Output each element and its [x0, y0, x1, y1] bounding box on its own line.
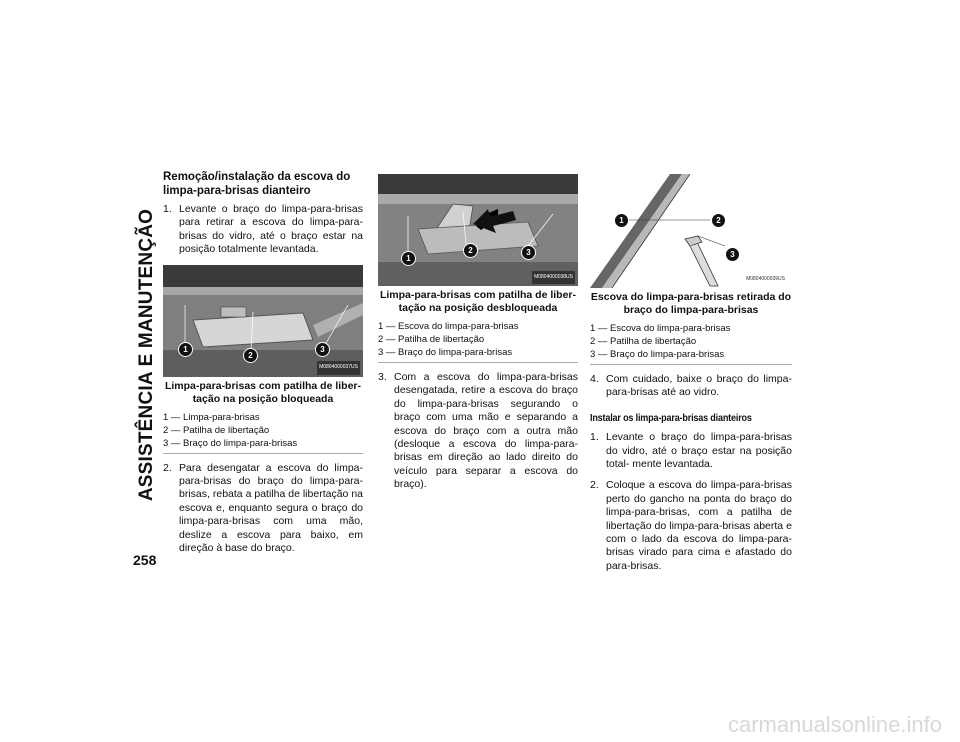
step-text: Levante o braço do limpa-para-brisas do vidro, até o braço estar na posição total- mente levantada.	[606, 431, 792, 471]
figure-wiper-unlocked	[378, 174, 578, 286]
figure-code: M0804000039US	[744, 273, 787, 286]
step-text: Coloque a escova do limpa-para-brisas perto do gancho na ponta do braço do limpa-para-brisas, com a patilha de libertação do limpa-para-brisas aberta e com o lado da escova do limpa-para-brisas virado para cima e afastado do para-brisas.	[606, 479, 792, 572]
figure-caption: Limpa-para-brisas com patilha de liber- tação na posição desbloqueada	[379, 289, 577, 314]
callout-2: 2	[463, 243, 478, 258]
legend-item: 2 — Patilha de libertação	[590, 336, 697, 347]
column-3	[590, 174, 792, 581]
step-item	[378, 371, 578, 492]
legend-item: 1 — Escova do limpa-para-brisas	[590, 323, 731, 334]
figure-code: M0804000038US	[532, 271, 575, 284]
step-text: Com a escova do limpa-para-brisas desengatada, retire a escova do braço do limpa-para-brisas segurando o braço com uma mão e separando a escova do braço com a outra mão (desloque a escova do limpa-para-brisas em direção ao lado direito do veículo para separar a escova do braço).	[394, 371, 578, 491]
step-number: 2.	[590, 479, 599, 492]
step-number: 4.	[590, 373, 599, 385]
callout-1: 1	[178, 342, 193, 357]
column-2	[378, 174, 578, 500]
figure-caption: Escova do limpa-para-brisas retirada do braço do limpa-para-brisas	[590, 291, 792, 316]
step-item	[163, 203, 363, 257]
section-side-tab-label: ASSISTÊNCIA E MANUTENÇÃO	[136, 208, 157, 502]
callout-3: 3	[315, 342, 330, 357]
figure-code: M0804000037US	[317, 361, 360, 374]
legend-item: 3 — Braço do limpa-para-brisas	[590, 349, 725, 360]
legend-item: 3 — Braço do limpa-para-brisas	[378, 347, 513, 358]
legend-item: 3 — Braço do limpa-para-brisas	[163, 437, 298, 449]
legend-item: 1 — Escova do limpa-para-brisas	[378, 321, 519, 332]
step-item	[590, 479, 792, 573]
figure-legend	[590, 322, 792, 365]
step-item	[590, 431, 792, 471]
page-number: 258	[133, 552, 157, 568]
wiper-removed-illustration	[590, 174, 790, 288]
figure-legend	[163, 411, 363, 454]
figure-legend	[378, 320, 578, 363]
wiper-locked-illustration	[163, 265, 363, 377]
callout-2: 2	[711, 213, 726, 228]
callout-3: 3	[725, 247, 740, 262]
step-text: Para desengatar a escova do limpa-para-brisas do braço do limpa-para-brisas, rebata a patilha de libertação na escova e, enquanto segura o braço do limpa-para-brisas com uma mão, deslize a escova para baixo, em direção à base do braço.	[179, 461, 363, 555]
legend-item: 2 — Patilha de libertação	[378, 334, 485, 345]
subsection-heading: Instalar os limpa-para-brisas dianteiros	[590, 411, 752, 424]
step-number: 2.	[163, 461, 172, 474]
step-number: 1.	[163, 203, 172, 215]
figure-wiper-locked	[163, 265, 363, 377]
step-text: Levante o braço do limpa-para-brisas para retirar a escova do limpa-para-brisas do vidro, até o braço estar na posição totalmente levantada.	[179, 203, 363, 256]
step-number: 1.	[590, 431, 599, 444]
legend-item: 2 — Patilha de libertação	[163, 424, 270, 436]
section-heading: Remoção/instalação da escova do limpa-para-brisas dianteiro	[163, 171, 351, 197]
step-item	[163, 462, 363, 556]
watermark: carmanualsonline.info	[727, 712, 942, 737]
callout-1: 1	[614, 213, 629, 228]
section-side-tab	[132, 170, 162, 540]
step-number: 3.	[378, 371, 387, 383]
figure-caption: Limpa-para-brisas com patilha de liber- tação na posição bloqueada	[164, 379, 362, 405]
wiper-unlocked-illustration	[378, 174, 578, 286]
figure-wiper-removed	[590, 174, 790, 288]
callout-1: 1	[401, 251, 416, 266]
legend-item: 1 — Limpa-para-brisas	[163, 411, 260, 423]
column-1	[163, 170, 363, 563]
step-text: Com cuidado, baixe o braço do limpa-para-brisas até ao vidro.	[606, 373, 792, 399]
callout-2: 2	[243, 348, 258, 363]
step-item	[590, 373, 792, 400]
callout-3: 3	[521, 245, 536, 260]
